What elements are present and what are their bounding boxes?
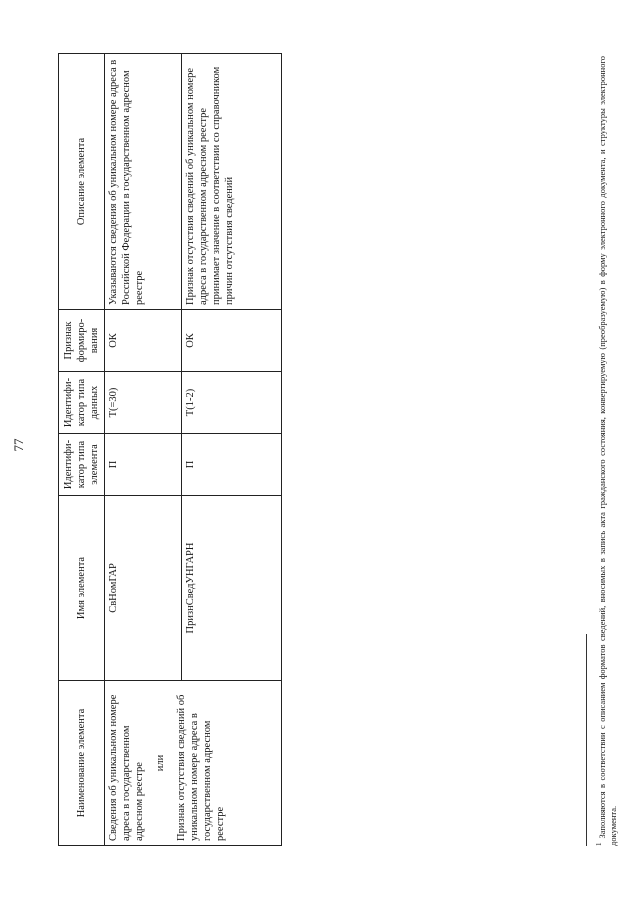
footnote-text: Заполняются в соответствии с описанием форматов сведений, вносимых в запись акта гражданского состояния, конвертируемую (преобразуемую) в форму электронного документа, и структуры электронного документа. [596, 56, 618, 846]
formation-cell: ОК [105, 310, 182, 372]
header-data-type: Идентифи-катор типа данных [59, 372, 105, 434]
footnote-divider [586, 634, 587, 846]
header-element-title: Наименование элемента [59, 681, 105, 846]
merged-element-title-cell [105, 681, 282, 846]
footnote-marker: 1 [595, 842, 603, 846]
element-spec-table [58, 53, 282, 846]
table-header-row [59, 54, 105, 846]
header-description: Описание элемента [59, 54, 105, 310]
description-cell: Указываются сведения об уникальном номере адреса в Российской Федерации в государственном адресном реестре [105, 54, 182, 310]
formation-cell: ОК [182, 310, 282, 372]
page-number: 77 [11, 438, 26, 452]
title-second-option: Признак отсутствия сведений об уникальном номере адреса в государственном адресном реестре [176, 694, 226, 841]
header-element-name: Имя элемента [59, 496, 105, 681]
data-type-cell: T(=30) [105, 372, 182, 434]
title-or-separator: или [155, 754, 166, 772]
element-type-cell: П [182, 434, 282, 496]
element-name-cell: ПризнСведУНГАРН [182, 496, 282, 681]
title-first-option: Сведения об уникальном номере адреса в государственном адресном реестре [108, 694, 145, 841]
description-cell: Признак отсутствия сведений об уникальном номере адреса в государственном адресном реестре принимает значение в соответствии со справочником причин отсутствия сведений [182, 54, 282, 310]
data-type-cell: T(1-2) [182, 372, 282, 434]
footnote [594, 56, 619, 846]
header-formation: Признак формиро-вания [59, 310, 105, 372]
element-name-cell: СвНомГАР [105, 496, 182, 681]
header-element-type: Идентифи-катор типа элемента [59, 434, 105, 496]
table-row [105, 54, 182, 846]
element-type-cell: П [105, 434, 182, 496]
